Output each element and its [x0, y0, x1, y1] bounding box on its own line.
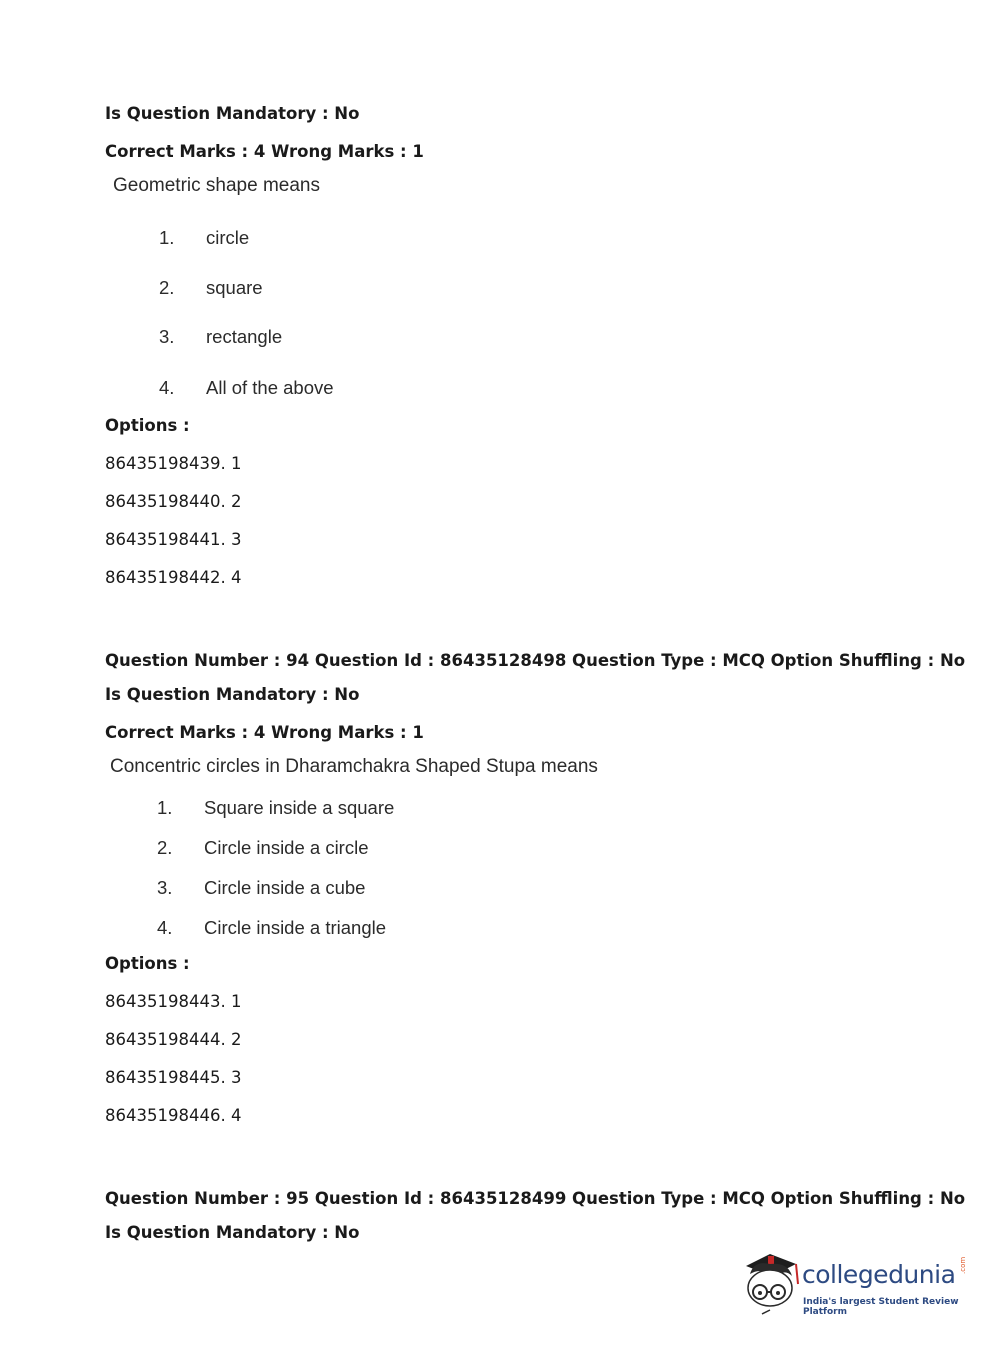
options-label: Options :: [105, 416, 190, 435]
question-header: Question Number : 94 Question Id : 86435128498 Question Type : MCQ Option Shuffling : No: [105, 651, 966, 670]
choice-number: 4.: [159, 377, 175, 398]
marks-line: Correct Marks : 4 Wrong Marks : 1: [105, 142, 424, 161]
option-id: 86435198446. 4: [105, 1106, 242, 1125]
option-id: 86435198442. 4: [105, 568, 242, 587]
question-text: Geometric shape means: [113, 175, 320, 196]
option-id: 86435198440. 2: [105, 492, 242, 511]
logo-tagline: India's largest Student Review Platform: [803, 1297, 959, 1317]
mandatory-line: Is Question Mandatory : No: [105, 685, 360, 704]
collegedunia-logo: [740, 1248, 970, 1318]
choice-number: 3.: [159, 326, 175, 347]
option-id: 86435198444. 2: [105, 1030, 242, 1049]
marks-line: Correct Marks : 4 Wrong Marks : 1: [105, 723, 424, 742]
choice-text: circle: [206, 227, 250, 248]
choice-number: 1.: [159, 227, 175, 248]
choice-number: 4.: [157, 917, 173, 938]
choice-text: Square inside a square: [204, 797, 395, 818]
mandatory-line: Is Question Mandatory : No: [105, 1223, 360, 1242]
mandatory-line: Is Question Mandatory : No: [105, 104, 360, 123]
choice-number: 3.: [157, 877, 173, 898]
choice-text: rectangle: [206, 326, 283, 347]
options-label: Options :: [105, 954, 190, 973]
mascot-icon: [740, 1248, 802, 1318]
option-id: 86435198439. 1: [105, 454, 242, 473]
choice-text: Circle inside a cube: [204, 877, 366, 898]
choice-text: square: [206, 277, 263, 298]
option-id: 86435198441. 3: [105, 530, 242, 549]
choice-text: Circle inside a circle: [204, 837, 369, 858]
option-id: 86435198443. 1: [105, 992, 242, 1011]
question-header: Question Number : 95 Question Id : 86435128499 Question Type : MCQ Option Shuffling : No: [105, 1189, 966, 1208]
choice-number: 2.: [157, 837, 173, 858]
logo-suffix: .com: [959, 1256, 967, 1274]
question-text: Concentric circles in Dharamchakra Shaped Stupa means: [110, 756, 598, 777]
option-id: 86435198445. 3: [105, 1068, 242, 1087]
choice-number: 1.: [157, 797, 173, 818]
choice-text: Circle inside a triangle: [204, 917, 387, 938]
choice-number: 2.: [159, 277, 175, 298]
choice-text: All of the above: [206, 377, 334, 398]
logo-wordmark: collegedunia: [802, 1260, 956, 1289]
